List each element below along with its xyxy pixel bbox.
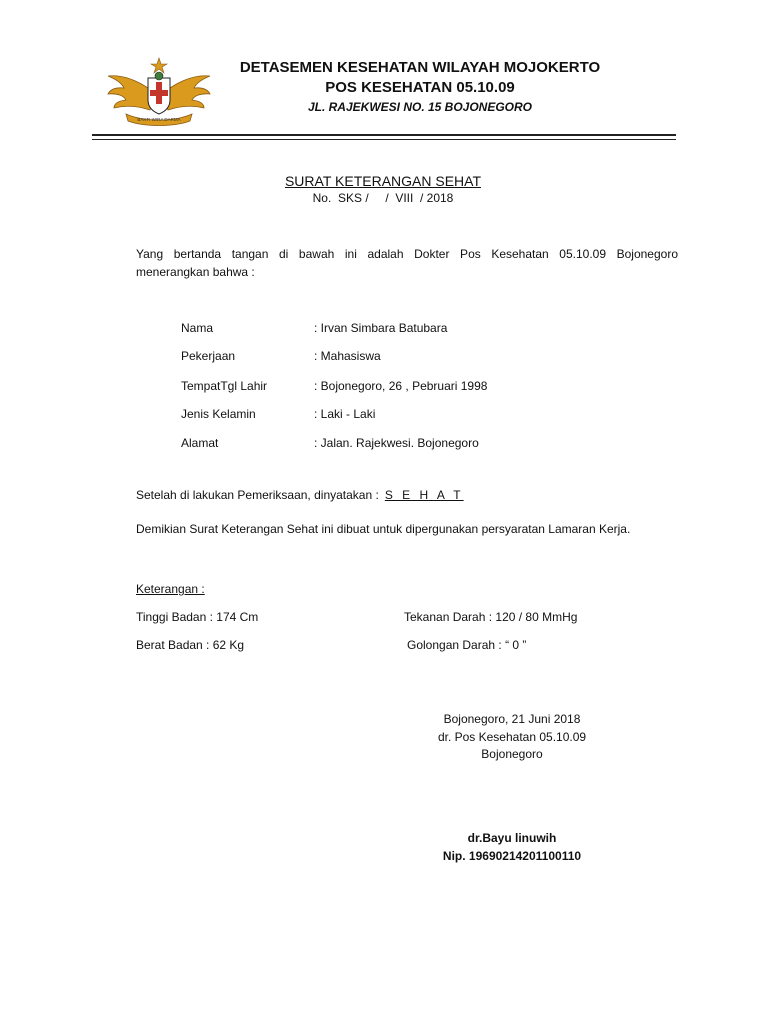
document-title [208, 173, 558, 189]
closing-statement: Demikian Surat Keterangan Sehat ini dibuat untuk dipergunakan persyaratan Lamaran Kerja. [136, 522, 631, 536]
intro-paragraph [136, 245, 678, 281]
field-label-occupation: Pekerjaan [181, 349, 236, 363]
header-divider-thick [92, 134, 676, 136]
military-medical-emblem-icon [104, 54, 214, 128]
exam-result-status: S E H A T [384, 488, 464, 502]
field-label-birth: TempatTgl Lahir [181, 379, 268, 393]
notes-blood-pressure: Tekanan Darah : 120 / 80 MmHg [404, 610, 578, 624]
signature-city: Bojonegoro [481, 747, 543, 761]
notes-height: Tinggi Badan : 174 Cm [136, 610, 259, 624]
signature-nip: Nip. 19690214201100110 [442, 849, 582, 863]
field-value-gender: : Laki - Laki [314, 407, 376, 421]
document-number: No. SKS / / VIII / 2018 [312, 191, 454, 205]
intro-line-2: menerangkan bahwa : [136, 265, 255, 279]
header-divider-thin [92, 139, 676, 140]
emblem-motto: BAKTI WIRA DARMA [137, 117, 181, 122]
field-value-name: : Irvan Simbara Batubara [314, 321, 448, 335]
letterhead-address: JL. RAJEKWESI NO. 15 BOJONEGORO [307, 100, 533, 114]
letterhead-institution: DETASEMEN KESEHATAN WILAYAH MOJOKERTO [239, 59, 601, 76]
signature-place-date: Bojonegoro, 21 Juni 2018 [443, 712, 581, 726]
field-value-occupation: : Mahasiswa [314, 349, 381, 363]
field-value-birth: : Bojonegoro, 26 , Pebruari 1998 [314, 379, 488, 393]
field-label-gender: Jenis Kelamin [181, 407, 256, 421]
field-value-address: : Jalan. Rajekwesi. Bojonegoro [314, 436, 479, 450]
notes-blood-type: Golongan Darah : “ 0 ” [407, 638, 527, 652]
intro-line-1: Yang bertanda tangan di bawah ini adalah Dokter Pos Kesehatan 05.10.09 Bojonegoro [136, 247, 678, 261]
field-label-name: Nama [181, 321, 214, 335]
letterhead-post: POS KESEHATAN 05.10.09 [325, 79, 515, 96]
signature-name: dr.Bayu linuwih [467, 831, 557, 845]
document-title-text: SURAT KETERANGAN SEHAT [284, 173, 482, 189]
field-label-address: Alamat [181, 436, 219, 450]
emblem-logo [104, 54, 214, 128]
exam-result-prefix: Setelah di lakukan Pemeriksaan, dinyatakan : [136, 488, 379, 502]
exam-result [136, 488, 464, 502]
notes-weight: Berat Badan : 62 Kg [136, 638, 245, 652]
notes-heading: Keterangan : [136, 582, 205, 596]
signature-role: dr. Pos Kesehatan 05.10.09 [437, 730, 587, 744]
